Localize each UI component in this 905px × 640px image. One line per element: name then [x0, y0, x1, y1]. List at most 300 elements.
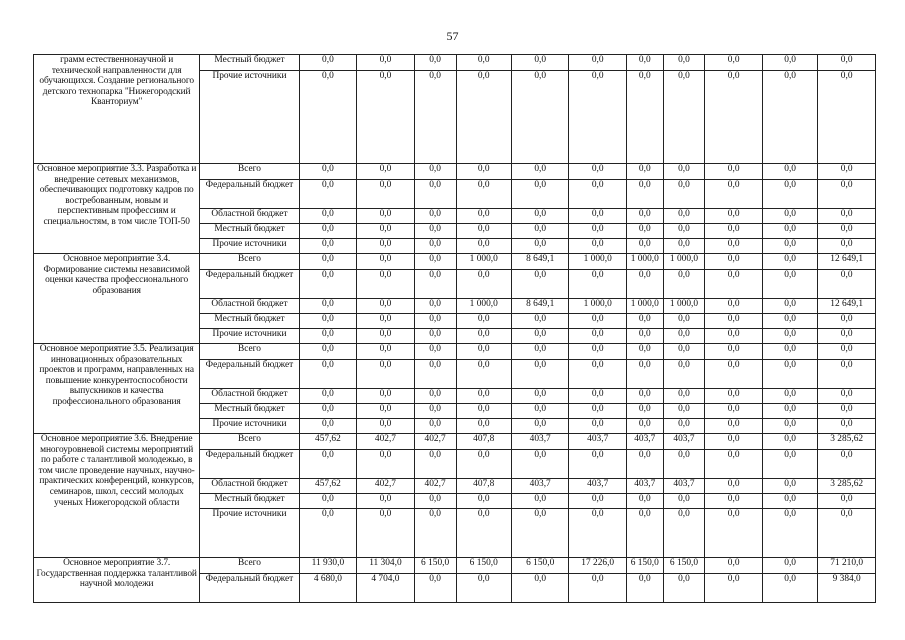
funding-source-cell: Прочие источники: [200, 239, 299, 254]
value-cell: 0,0: [414, 419, 456, 434]
value-cell: 0,0: [569, 164, 627, 180]
funding-source-cell: Всего: [200, 344, 299, 360]
value-cell: 0,0: [705, 344, 763, 360]
value-cell: 0,0: [663, 209, 705, 224]
value-cell: 0,0: [705, 254, 763, 270]
value-cell: 0,0: [626, 574, 663, 603]
value-cell: 0,0: [762, 299, 817, 314]
value-cell: 403,7: [511, 479, 569, 494]
value-cell: 6 150,0: [456, 558, 511, 574]
value-cell: 0,0: [705, 55, 763, 71]
value-cell: 0,0: [414, 254, 456, 270]
value-cell: 457,62: [299, 434, 357, 450]
value-cell: 0,0: [626, 270, 663, 299]
value-cell: 0,0: [569, 404, 627, 419]
value-cell: 0,0: [299, 404, 357, 419]
value-cell: 0,0: [414, 270, 456, 299]
value-cell: 0,0: [456, 344, 511, 360]
value-cell: 0,0: [299, 389, 357, 404]
value-cell: 0,0: [818, 419, 876, 434]
value-cell: 0,0: [705, 479, 763, 494]
funding-source-cell: Областной бюджет: [200, 299, 299, 314]
funding-source-cell: Местный бюджет: [200, 404, 299, 419]
value-cell: 0,0: [414, 404, 456, 419]
value-cell: 0,0: [762, 360, 817, 389]
value-cell: 0,0: [511, 329, 569, 344]
funding-source-cell: Местный бюджет: [200, 314, 299, 329]
value-cell: 1 000,0: [456, 254, 511, 270]
value-cell: 0,0: [569, 450, 627, 479]
value-cell: 0,0: [762, 494, 817, 509]
funding-source-cell: Федеральный бюджет: [200, 450, 299, 479]
value-cell: 0,0: [762, 314, 817, 329]
value-cell: 0,0: [762, 254, 817, 270]
value-cell: 0,0: [456, 389, 511, 404]
value-cell: 0,0: [626, 419, 663, 434]
value-cell: 0,0: [414, 314, 456, 329]
value-cell: 0,0: [663, 494, 705, 509]
value-cell: 3 285,62: [818, 434, 876, 450]
value-cell: 0,0: [414, 360, 456, 389]
value-cell: 0,0: [456, 450, 511, 479]
value-cell: 11 304,0: [357, 558, 415, 574]
value-cell: 0,0: [762, 434, 817, 450]
value-cell: 0,0: [511, 494, 569, 509]
value-cell: 0,0: [456, 270, 511, 299]
value-cell: 0,0: [705, 164, 763, 180]
value-cell: 0,0: [663, 329, 705, 344]
value-cell: 0,0: [299, 419, 357, 434]
value-cell: 0,0: [299, 450, 357, 479]
value-cell: 0,0: [456, 509, 511, 558]
value-cell: 0,0: [299, 55, 357, 71]
value-cell: 0,0: [357, 419, 415, 434]
value-cell: 0,0: [663, 314, 705, 329]
value-cell: 0,0: [626, 360, 663, 389]
value-cell: 0,0: [357, 239, 415, 254]
value-cell: 0,0: [569, 180, 627, 209]
funding-source-cell: Федеральный бюджет: [200, 180, 299, 209]
value-cell: 0,0: [414, 239, 456, 254]
value-cell: 0,0: [414, 299, 456, 314]
value-cell: 0,0: [569, 574, 627, 603]
value-cell: 0,0: [569, 329, 627, 344]
value-cell: 0,0: [569, 389, 627, 404]
value-cell: 0,0: [818, 209, 876, 224]
value-cell: 0,0: [818, 404, 876, 419]
value-cell: 0,0: [705, 434, 763, 450]
value-cell: 0,0: [299, 314, 357, 329]
funding-source-cell: Местный бюджет: [200, 494, 299, 509]
value-cell: 0,0: [762, 180, 817, 209]
value-cell: 403,7: [626, 434, 663, 450]
value-cell: 0,0: [762, 450, 817, 479]
table-row: [34, 558, 876, 574]
value-cell: 0,0: [357, 209, 415, 224]
table-row: [34, 344, 876, 360]
value-cell: 0,0: [357, 55, 415, 71]
value-cell: 0,0: [414, 164, 456, 180]
value-cell: 0,0: [299, 344, 357, 360]
value-cell: 0,0: [762, 329, 817, 344]
value-cell: 6 150,0: [626, 558, 663, 574]
value-cell: 0,0: [705, 299, 763, 314]
value-cell: 0,0: [762, 209, 817, 224]
value-cell: 0,0: [663, 389, 705, 404]
value-cell: 0,0: [626, 314, 663, 329]
value-cell: 0,0: [569, 209, 627, 224]
value-cell: 0,0: [705, 558, 763, 574]
value-cell: 0,0: [818, 164, 876, 180]
value-cell: 0,0: [663, 509, 705, 558]
value-cell: 0,0: [626, 344, 663, 360]
activity-cell: Основное мероприятие 3.4. Формирование системы независимой оценки качества профессионального образования: [34, 254, 200, 344]
value-cell: 0,0: [456, 224, 511, 239]
activity-cell: грамм естественнонаучной и технической направленности для обучающихся. Создание регионального детского технопарка "Нижегородский Кванториум": [34, 55, 200, 164]
value-cell: 0,0: [456, 55, 511, 71]
funding-source-cell: Федеральный бюджет: [200, 574, 299, 603]
value-cell: 0,0: [456, 329, 511, 344]
funding-source-cell: Областной бюджет: [200, 479, 299, 494]
value-cell: 0,0: [357, 494, 415, 509]
value-cell: 0,0: [414, 224, 456, 239]
value-cell: 0,0: [299, 299, 357, 314]
value-cell: 0,0: [818, 344, 876, 360]
value-cell: 0,0: [818, 55, 876, 71]
value-cell: 0,0: [626, 55, 663, 71]
value-cell: 17 226,0: [569, 558, 627, 574]
value-cell: 0,0: [663, 360, 705, 389]
value-cell: 0,0: [818, 180, 876, 209]
value-cell: 0,0: [663, 224, 705, 239]
value-cell: 4 680,0: [299, 574, 357, 603]
value-cell: 0,0: [357, 389, 415, 404]
value-cell: 0,0: [705, 450, 763, 479]
value-cell: 0,0: [663, 344, 705, 360]
value-cell: 0,0: [299, 329, 357, 344]
value-cell: 0,0: [762, 55, 817, 71]
value-cell: 0,0: [357, 450, 415, 479]
value-cell: 0,0: [456, 71, 511, 164]
value-cell: 0,0: [705, 404, 763, 419]
value-cell: 0,0: [762, 574, 817, 603]
value-cell: 0,0: [569, 509, 627, 558]
value-cell: 0,0: [762, 71, 817, 164]
value-cell: 0,0: [357, 344, 415, 360]
value-cell: 402,7: [414, 479, 456, 494]
value-cell: 0,0: [511, 509, 569, 558]
value-cell: 0,0: [456, 180, 511, 209]
value-cell: 3 285,62: [818, 479, 876, 494]
funding-source-cell: Федеральный бюджет: [200, 270, 299, 299]
value-cell: 407,8: [456, 434, 511, 450]
value-cell: 0,0: [299, 494, 357, 509]
value-cell: 0,0: [511, 344, 569, 360]
value-cell: 0,0: [762, 389, 817, 404]
value-cell: 0,0: [705, 71, 763, 164]
value-cell: 0,0: [511, 180, 569, 209]
value-cell: 0,0: [414, 494, 456, 509]
value-cell: 8 649,1: [511, 299, 569, 314]
value-cell: 0,0: [626, 71, 663, 164]
value-cell: 0,0: [626, 404, 663, 419]
value-cell: 402,7: [414, 434, 456, 450]
value-cell: 0,0: [511, 450, 569, 479]
value-cell: 0,0: [357, 329, 415, 344]
value-cell: 0,0: [357, 254, 415, 270]
value-cell: 0,0: [357, 314, 415, 329]
value-cell: 6 150,0: [511, 558, 569, 574]
value-cell: 0,0: [818, 360, 876, 389]
value-cell: 0,0: [414, 344, 456, 360]
value-cell: 0,0: [626, 180, 663, 209]
value-cell: 1 000,0: [663, 299, 705, 314]
value-cell: 0,0: [818, 494, 876, 509]
funding-source-cell: Областной бюджет: [200, 209, 299, 224]
funding-source-cell: Прочие источники: [200, 509, 299, 558]
value-cell: 4 704,0: [357, 574, 415, 603]
value-cell: 0,0: [456, 360, 511, 389]
activity-cell: Основное мероприятие 3.5. Реализация инновационных образовательных проектов и программ, направленных на повышение конкурентоспособности выпускников и качества профессионального образования: [34, 344, 200, 434]
value-cell: 0,0: [299, 270, 357, 299]
value-cell: 0,0: [663, 180, 705, 209]
value-cell: 0,0: [456, 209, 511, 224]
value-cell: 0,0: [511, 404, 569, 419]
value-cell: 0,0: [569, 419, 627, 434]
budget-table: [33, 54, 876, 603]
value-cell: 0,0: [762, 224, 817, 239]
value-cell: 0,0: [357, 404, 415, 419]
value-cell: 0,0: [414, 509, 456, 558]
value-cell: 0,0: [663, 239, 705, 254]
funding-source-cell: Областной бюджет: [200, 389, 299, 404]
funding-source-cell: Федеральный бюджет: [200, 360, 299, 389]
value-cell: 0,0: [299, 360, 357, 389]
value-cell: 0,0: [818, 224, 876, 239]
value-cell: 0,0: [663, 55, 705, 71]
value-cell: 1 000,0: [569, 254, 627, 270]
value-cell: 0,0: [705, 209, 763, 224]
value-cell: 0,0: [357, 360, 415, 389]
value-cell: 0,0: [818, 270, 876, 299]
value-cell: 0,0: [663, 574, 705, 603]
value-cell: 0,0: [357, 164, 415, 180]
value-cell: 0,0: [569, 344, 627, 360]
value-cell: 71 210,0: [818, 558, 876, 574]
value-cell: 0,0: [414, 71, 456, 164]
value-cell: 0,0: [456, 574, 511, 603]
value-cell: 0,0: [299, 509, 357, 558]
value-cell: 0,0: [705, 419, 763, 434]
value-cell: 0,0: [511, 574, 569, 603]
page-number: 57: [446, 29, 459, 43]
value-cell: 6 150,0: [663, 558, 705, 574]
value-cell: 0,0: [569, 494, 627, 509]
value-cell: 6 150,0: [414, 558, 456, 574]
value-cell: 0,0: [511, 164, 569, 180]
value-cell: 9 384,0: [818, 574, 876, 603]
value-cell: 0,0: [511, 360, 569, 389]
funding-source-cell: Всего: [200, 164, 299, 180]
value-cell: 403,7: [569, 434, 627, 450]
value-cell: 12 649,1: [818, 299, 876, 314]
value-cell: 0,0: [414, 329, 456, 344]
value-cell: 0,0: [511, 209, 569, 224]
value-cell: 0,0: [705, 329, 763, 344]
value-cell: 0,0: [511, 71, 569, 164]
activity-cell: Основное мероприятие 3.3. Разработка и внедрение сетевых механизмов, обеспечивающих подготовку кадров по востребованным, новым и перспективным профессиям и специальностям, в том числе ТОП-50: [34, 164, 200, 254]
value-cell: 0,0: [511, 270, 569, 299]
value-cell: 0,0: [456, 314, 511, 329]
value-cell: 0,0: [456, 404, 511, 419]
value-cell: 0,0: [818, 71, 876, 164]
value-cell: 0,0: [705, 224, 763, 239]
value-cell: 0,0: [511, 389, 569, 404]
value-cell: 0,0: [414, 389, 456, 404]
value-cell: 0,0: [511, 419, 569, 434]
value-cell: 0,0: [762, 344, 817, 360]
value-cell: 0,0: [511, 239, 569, 254]
table-row: [34, 55, 876, 71]
value-cell: 0,0: [357, 71, 415, 164]
value-cell: 1 000,0: [663, 254, 705, 270]
value-cell: 8 649,1: [511, 254, 569, 270]
value-cell: 457,62: [299, 479, 357, 494]
value-cell: 403,7: [663, 434, 705, 450]
funding-source-cell: Местный бюджет: [200, 224, 299, 239]
value-cell: 402,7: [357, 434, 415, 450]
value-cell: 0,0: [663, 71, 705, 164]
value-cell: 0,0: [414, 209, 456, 224]
value-cell: 0,0: [569, 360, 627, 389]
value-cell: 0,0: [511, 224, 569, 239]
value-cell: 0,0: [663, 450, 705, 479]
value-cell: 0,0: [762, 239, 817, 254]
table-row: [34, 254, 876, 270]
value-cell: 0,0: [511, 55, 569, 71]
value-cell: 0,0: [299, 239, 357, 254]
value-cell: 0,0: [705, 494, 763, 509]
value-cell: 0,0: [762, 270, 817, 299]
value-cell: 1 000,0: [626, 299, 663, 314]
value-cell: 0,0: [299, 209, 357, 224]
value-cell: 0,0: [626, 509, 663, 558]
value-cell: 0,0: [626, 164, 663, 180]
value-cell: 1 000,0: [456, 299, 511, 314]
value-cell: 0,0: [663, 404, 705, 419]
value-cell: 0,0: [414, 574, 456, 603]
funding-source-cell: Прочие источники: [200, 419, 299, 434]
value-cell: 407,8: [456, 479, 511, 494]
value-cell: 402,7: [357, 479, 415, 494]
value-cell: 0,0: [299, 180, 357, 209]
value-cell: 0,0: [299, 224, 357, 239]
value-cell: 0,0: [357, 509, 415, 558]
value-cell: 0,0: [626, 494, 663, 509]
value-cell: 0,0: [299, 71, 357, 164]
activity-cell: Основное мероприятие 3.6. Внедрение многоуровневой системы мероприятий по работе с талантливой молодежью, в том числе проведение научных, научно-практических конференций, конкурсов, семинаров, школ, сессий молодых ученых Нижегородской области: [34, 434, 200, 558]
value-cell: 0,0: [705, 389, 763, 404]
value-cell: 0,0: [705, 180, 763, 209]
value-cell: 0,0: [626, 389, 663, 404]
value-cell: 0,0: [762, 509, 817, 558]
value-cell: 0,0: [569, 314, 627, 329]
value-cell: 1 000,0: [569, 299, 627, 314]
value-cell: 0,0: [705, 509, 763, 558]
activity-cell: Основное мероприятие 3.7. Государственная поддержка талантливой научной молодежи: [34, 558, 200, 603]
funding-source-cell: Всего: [200, 434, 299, 450]
value-cell: 403,7: [663, 479, 705, 494]
value-cell: 0,0: [456, 419, 511, 434]
value-cell: 0,0: [705, 360, 763, 389]
value-cell: 0,0: [705, 270, 763, 299]
value-cell: 11 930,0: [299, 558, 357, 574]
funding-source-cell: Прочие источники: [200, 329, 299, 344]
value-cell: 0,0: [663, 419, 705, 434]
value-cell: 0,0: [818, 314, 876, 329]
value-cell: 0,0: [511, 314, 569, 329]
value-cell: 0,0: [299, 254, 357, 270]
value-cell: 0,0: [456, 494, 511, 509]
value-cell: 0,0: [414, 55, 456, 71]
value-cell: 0,0: [663, 164, 705, 180]
value-cell: 0,0: [762, 404, 817, 419]
table-row: [34, 434, 876, 450]
value-cell: 0,0: [569, 224, 627, 239]
value-cell: 403,7: [511, 434, 569, 450]
value-cell: 12 649,1: [818, 254, 876, 270]
value-cell: 0,0: [357, 180, 415, 209]
value-cell: 0,0: [569, 239, 627, 254]
value-cell: 0,0: [818, 389, 876, 404]
value-cell: 0,0: [357, 299, 415, 314]
value-cell: 0,0: [299, 164, 357, 180]
value-cell: 0,0: [818, 509, 876, 558]
funding-source-cell: Прочие источники: [200, 71, 299, 164]
value-cell: 0,0: [456, 164, 511, 180]
funding-source-cell: Всего: [200, 558, 299, 574]
value-cell: 0,0: [818, 329, 876, 344]
value-cell: 0,0: [414, 180, 456, 209]
value-cell: 0,0: [626, 329, 663, 344]
value-cell: 0,0: [626, 224, 663, 239]
value-cell: 0,0: [762, 558, 817, 574]
value-cell: 0,0: [626, 450, 663, 479]
value-cell: 0,0: [762, 479, 817, 494]
funding-source-cell: Местный бюджет: [200, 55, 299, 71]
funding-source-cell: Всего: [200, 254, 299, 270]
value-cell: 0,0: [762, 164, 817, 180]
value-cell: 0,0: [705, 314, 763, 329]
value-cell: 0,0: [705, 239, 763, 254]
value-cell: 0,0: [569, 270, 627, 299]
value-cell: 0,0: [705, 574, 763, 603]
value-cell: 0,0: [357, 224, 415, 239]
value-cell: 0,0: [663, 270, 705, 299]
value-cell: 0,0: [569, 71, 627, 164]
value-cell: 0,0: [762, 419, 817, 434]
table-row: [34, 164, 876, 180]
value-cell: 403,7: [626, 479, 663, 494]
value-cell: 0,0: [569, 55, 627, 71]
value-cell: 0,0: [818, 450, 876, 479]
value-cell: 0,0: [818, 239, 876, 254]
value-cell: 403,7: [569, 479, 627, 494]
value-cell: 0,0: [626, 239, 663, 254]
value-cell: 1 000,0: [626, 254, 663, 270]
value-cell: 0,0: [414, 450, 456, 479]
value-cell: 0,0: [357, 270, 415, 299]
